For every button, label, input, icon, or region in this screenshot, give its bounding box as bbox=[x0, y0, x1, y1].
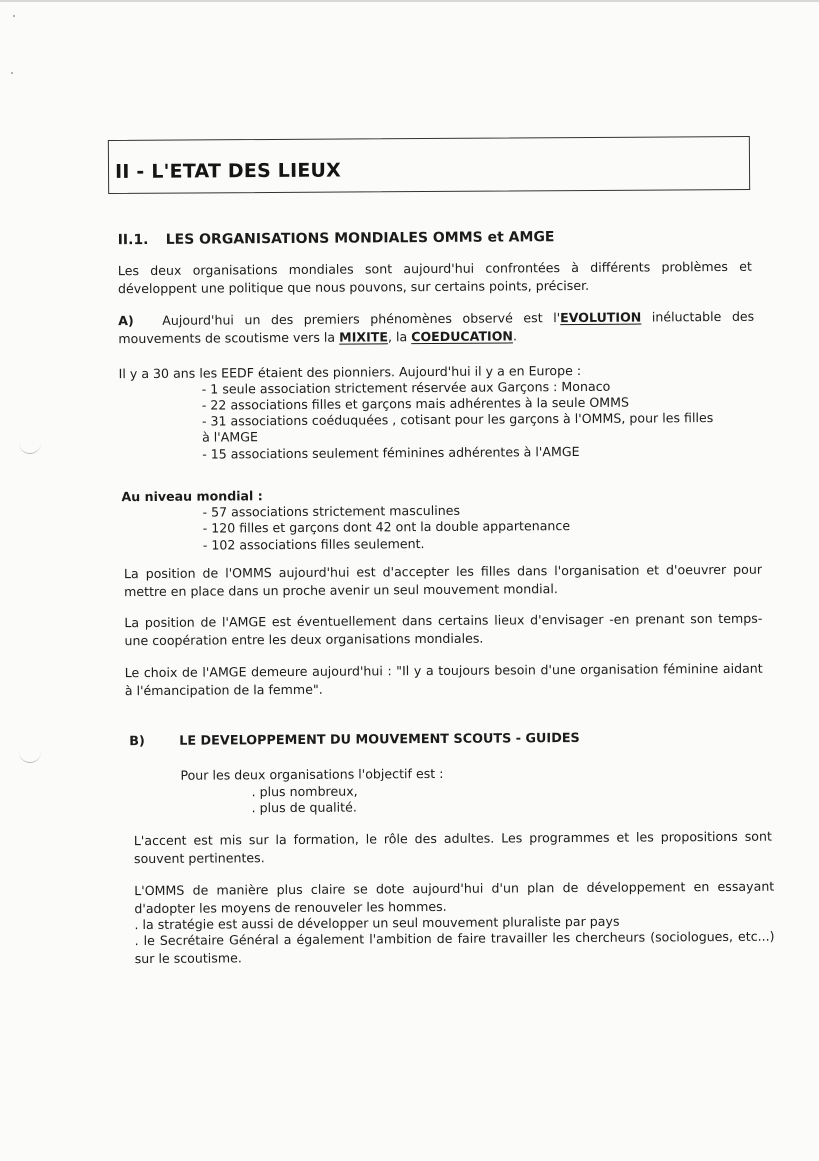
section-title: II - L'ETAT DES LIEUX bbox=[114, 159, 342, 183]
europe-item: - 15 associations seulement féminines adhérentes à l'AMGE bbox=[202, 443, 580, 462]
mondial-heading: Au niveau mondial : bbox=[121, 488, 263, 505]
point-a-text: Aujourd'hui un des premiers phénomènes observé est l' bbox=[162, 310, 561, 328]
europe-item-continued: à l'AMGE bbox=[202, 429, 258, 445]
point-a-text: , la bbox=[387, 329, 412, 345]
subsection-number: II.1. bbox=[117, 231, 149, 249]
emphasis-coeducation: COEDUCATION bbox=[411, 328, 513, 345]
objective-lead: Pour les deux organisations l'objectif est : bbox=[180, 765, 444, 783]
secretary-bullet: . le Secrétaire Général a également l'ambition de faire travailler les chercheurs (sociologues, etc...) sur le scoutisme. bbox=[134, 928, 775, 967]
mondial-item: - 102 associations filles seulement. bbox=[202, 536, 425, 553]
point-b-title: LE DEVELOPPEMENT DU MOUVEMENT SCOUTS - GUIDES bbox=[179, 730, 580, 749]
emphasis-evolution: EVOLUTION bbox=[560, 309, 642, 326]
europe-item: - 22 associations filles et garçons mais adhérentes à la seule OMMS bbox=[201, 394, 630, 413]
paper-speck bbox=[11, 72, 13, 74]
mondial-item: - 57 associations strictement masculines bbox=[202, 502, 461, 520]
omms-position-paragraph: La position de l'OMMS aujourd'hui est d'accepter les filles dans l'organisation et d'oeuvrer pour mettre en place dans un proche avenir un seul mouvement mondial. bbox=[123, 561, 763, 600]
mondial-item: - 120 filles et garçons dont 42 ont la double appartenance bbox=[202, 518, 571, 536]
section-title-box bbox=[108, 136, 750, 194]
intro-paragraph: Les deux organisations mondiales sont aujourd'hui confrontées à différents problèmes et développent une politique que nous pouvons, sur certains points, préciser. bbox=[117, 258, 752, 297]
subsection-title: LES ORGANISATIONS MONDIALES OMMS et AMGE bbox=[165, 229, 555, 248]
europe-item: - 1 seule association strictement réservée aux Garçons : Monaco bbox=[201, 378, 611, 397]
omms-plan-paragraph: L'OMMS de manière plus claire se dote aujourd'hui d'un plan de développement en essayant d'adopter les moyens de renouveler les hommes. bbox=[134, 878, 775, 917]
amge-choice-paragraph: Le choix de l'AMGE demeure aujourd'hui : "Il y a toujours besoin d'une organisation féminine aidant à l'émancipation de la femme". bbox=[124, 660, 763, 699]
page-edge bbox=[0, 0, 819, 2]
emphasis-mixite: MIXITE bbox=[339, 329, 388, 345]
accent-paragraph: L'accent est mis sur la formation, le rôle des adultes. Les programmes et les propositions sont souvent pertinentes. bbox=[133, 828, 772, 867]
point-a-text: inéluctable des mouvements de scoutisme vers la bbox=[118, 308, 755, 347]
europe-item: - 31 associations coéduquées , cotisant pour les garçons à l'OMMS, pour les filles bbox=[201, 410, 714, 429]
objective-item: . plus nombreux, bbox=[251, 783, 358, 800]
point-a-text: . bbox=[512, 328, 518, 344]
point-a-letter: A) bbox=[118, 313, 134, 329]
europe-lead: Il y a 30 ans les EEDF étaient des pionniers. Aujourd'hui il y a en Europe : bbox=[118, 362, 582, 382]
paper-speck bbox=[13, 15, 15, 17]
point-b-heading bbox=[129, 730, 580, 751]
point-b-letter: B) bbox=[129, 734, 145, 750]
point-a-paragraph bbox=[118, 308, 754, 348]
punch-hole-mark bbox=[19, 443, 41, 454]
punch-hole-mark bbox=[19, 752, 41, 763]
subsection-heading bbox=[118, 228, 555, 249]
amge-position-paragraph: La position de l'AMGE est éventuellement dans certains lieux d'envisager -en prenant son temps- une coopération entre les deux organisations mondiales. bbox=[124, 610, 763, 649]
objective-item: . plus de qualité. bbox=[251, 799, 357, 816]
strategy-bullet: . la stratégie est aussi de développer un seul mouvement pluraliste par pays bbox=[134, 913, 620, 933]
